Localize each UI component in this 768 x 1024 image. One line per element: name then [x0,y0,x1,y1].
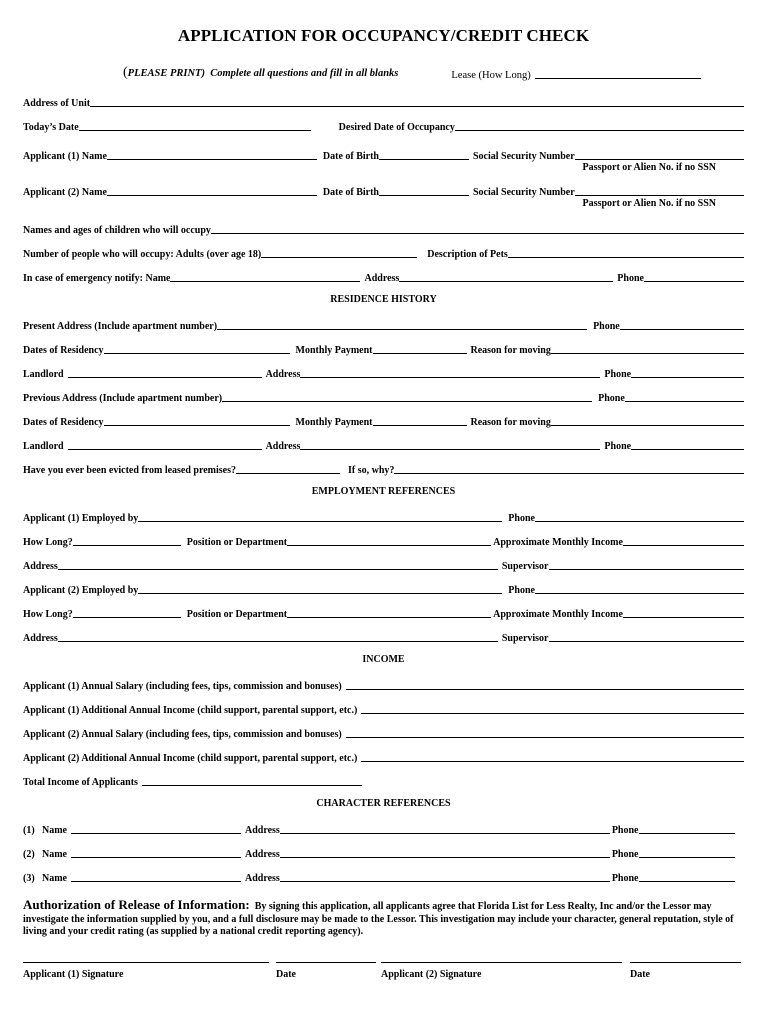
emergency-address-input[interactable] [399,270,613,282]
ref2-phone-label: Phone [611,849,639,860]
how-long2-input[interactable] [73,606,181,618]
present-address-label: Present Address (Include apartment number) [23,321,218,332]
monthly-payment-label: Monthly Payment [295,345,373,356]
ref2-number: (2) [23,849,35,860]
ref1-phone-input[interactable] [639,822,735,834]
applicant2-name-input[interactable] [107,184,317,196]
applicant2-dob-input[interactable] [379,184,469,196]
position2-label: Position or Department [186,609,288,620]
children-input[interactable] [211,222,744,234]
applicant2-signature-label: Applicant (2) Signature [381,969,482,980]
ref3-name-label: Name [42,873,67,884]
reason-moving-input-2[interactable] [551,414,744,426]
applicant1-dob-input[interactable] [379,148,469,160]
a1-salary-label: Applicant (1) Annual Salary (including fees, tips, commission and bonuses) [23,681,342,692]
lease-label: Lease (How Long) [451,70,531,81]
a2-salary-label: Applicant (2) Annual Salary (including fees, tips, commission and bonuses) [23,729,342,740]
present-phone-label: Phone [593,321,620,332]
a2-additional-row [23,748,744,764]
ref1-phone-label: Phone [611,825,639,836]
supervisor2-input[interactable] [549,630,745,642]
evicted-row [23,460,744,476]
applicant2-signature[interactable] [381,962,622,980]
landlord-phone-input[interactable] [631,366,744,378]
occupants-row [23,244,744,260]
reason-moving-input[interactable] [551,342,744,354]
lease-field [451,67,701,81]
applicant1-signature-line [23,962,269,969]
landlord-phone-label-2: Phone [604,441,632,452]
residence-heading: RESIDENCE HISTORY [330,294,437,305]
monthly-payment-label-2: Monthly Payment [295,417,373,428]
how-long1-label: How Long? [23,537,73,548]
landlord-input-2[interactable] [68,438,262,450]
complete-note: Complete all questions and fill in all blanks [210,68,399,79]
job1-row [23,532,744,548]
ref3-address-label: Address [245,873,280,884]
address-of-unit-label: Address of Unit [23,98,91,109]
applicant2-signature-line [381,962,622,969]
previous-phone-input[interactable] [625,390,744,402]
applicant1-name-label: Applicant (1) Name [23,151,107,162]
present-phone-input[interactable] [620,318,744,330]
position1-input[interactable] [287,534,491,546]
supervisor1-label: Supervisor [501,561,549,572]
landlord-address-input[interactable] [300,366,600,378]
landlord-address-label-2: Address [265,441,301,452]
if-so-label: If so, why? [348,465,395,476]
supervisor2-label: Supervisor [501,633,549,644]
how-long1-input[interactable] [73,534,181,546]
pets-input[interactable] [508,246,744,258]
employer2-address-label: Address [23,633,58,644]
a1-additional-input[interactable] [361,702,744,714]
position1-label: Position or Department [186,537,288,548]
evicted-label: Have you ever been evicted from leased premises? [23,465,237,476]
lease-input[interactable] [535,67,702,79]
landlord-input[interactable] [68,366,262,378]
previous-phone-label: Phone [598,393,625,404]
dates-residency-row-2 [23,412,744,428]
landlord-address-label: Address [265,369,301,380]
dates-residency-input-2[interactable] [104,414,290,426]
a2-salary-input[interactable] [346,726,744,738]
monthly-income1-label: Approximate Monthly Income [493,537,623,548]
applicant2-dob-label: Date of Birth [322,187,379,198]
applicant2-name-label: Applicant (2) Name [23,187,107,198]
character-heading: CHARACTER REFERENCES [316,798,451,809]
landlord-label: Landlord [23,369,64,380]
pets-label: Description of Pets [427,249,508,260]
open-paren: ( [123,65,128,80]
a1-salary-input[interactable] [346,678,744,690]
a2-additional-label: Applicant (2) Additional Annual Income (child support, parental support, etc.) [23,753,358,764]
previous-address-label: Previous Address (Include apartment number) [23,393,223,404]
character-ref-2 [23,844,744,860]
ref3-number: (3) [23,873,35,884]
ref2-address-label: Address [245,849,280,860]
supervisor1-input[interactable] [549,558,745,570]
monthly-payment-input[interactable] [373,342,467,354]
authorization-body: By signing this application, all applicants agree that Florida List for Less Realty, Inc and/or the Lessor may investigate the information supplied by you, and a full disclosure may be made to the Lessor. This investigation may include your character, general reputation, style of living and your credit rating (as supplied by a national credit reporting agency). [23,901,734,937]
dates-residency-label: Dates of Residency [23,345,104,356]
job2-row [23,604,744,620]
applicant1-ssn-input[interactable] [575,148,744,160]
if-so-input[interactable] [394,462,744,474]
applicant1-name-input[interactable] [107,148,317,160]
employer2-phone-input[interactable] [535,582,744,594]
present-address-input[interactable] [217,318,587,330]
applicant2-date-line [630,962,741,969]
character-ref-1 [23,820,744,836]
applicant2-date-label: Date [630,969,650,980]
employer1-address-label: Address [23,561,58,572]
employer2-label: Applicant (2) Employed by [23,585,139,596]
ref1-address-label: Address [245,825,280,836]
employer1-input[interactable] [138,510,502,522]
total-income-label: Total Income of Applicants [23,777,138,788]
character-ref-3 [23,868,744,884]
children-row [23,220,744,236]
how-long2-label: How Long? [23,609,73,620]
employer1-label: Applicant (1) Employed by [23,513,139,524]
employer2-phone-label: Phone [508,585,535,596]
todays-date-input[interactable] [79,119,311,131]
ref3-phone-label: Phone [611,873,639,884]
desired-date-input[interactable] [455,119,744,131]
landlord-row-2 [23,436,744,452]
address-of-unit-row [23,93,744,109]
emergency-phone-label: Phone [617,273,644,284]
monthly-income2-input[interactable] [623,606,744,618]
employer1-phone-label: Phone [508,513,535,524]
applicant2-passport-note: Passport or Alien No. if no SSN [582,198,716,209]
a1-salary-row [23,676,744,692]
position2-input[interactable] [287,606,491,618]
landlord-address-input-2[interactable] [300,438,600,450]
ref1-number: (1) [23,825,35,836]
ref1-name-label: Name [42,825,67,836]
evicted-input[interactable] [236,462,340,474]
applicant2-date[interactable] [630,962,741,980]
ref3-phone-input[interactable] [639,870,735,882]
total-income-input[interactable] [142,774,362,786]
ref2-address-input[interactable] [280,846,610,858]
employer2-address-row [23,628,744,644]
emergency-phone-input[interactable] [644,270,744,282]
a2-additional-input[interactable] [361,750,744,762]
landlord-phone-label: Phone [604,369,632,380]
ref3-address-input[interactable] [280,870,610,882]
a2-salary-row [23,724,744,740]
employer1-address-input[interactable] [58,558,498,570]
dates-residency-row-1 [23,340,744,356]
reason-moving-label-2: Reason for moving [470,417,551,428]
monthly-payment-input-2[interactable] [373,414,467,426]
applicant1-signature-label: Applicant (1) Signature [23,969,124,980]
todays-date-label: Today’s Date [23,122,79,133]
dates-residency-label-2: Dates of Residency [23,417,104,428]
desired-date-label: Desired Date of Occupancy [338,122,455,133]
present-address-row [23,316,744,332]
dates-residency-input[interactable] [104,342,290,354]
employer2-input[interactable] [138,582,502,594]
applicant1-row [23,146,744,162]
num-people-input[interactable] [261,246,417,258]
authorization-paragraph [23,899,745,939]
ref1-name-input[interactable] [71,822,241,834]
ref2-name-label: Name [42,849,67,860]
applicant1-dob-label: Date of Birth [322,151,379,162]
reason-moving-label: Reason for moving [470,345,551,356]
emergency-name-input[interactable] [170,270,360,282]
a1-additional-label: Applicant (1) Additional Annual Income (child support, parental support, etc.) [23,705,358,716]
previous-address-row [23,388,744,404]
applicant1-signature[interactable] [23,962,269,980]
employer1-phone-input[interactable] [535,510,744,522]
employer2-row [23,580,744,596]
ref2-name-input[interactable] [71,846,241,858]
monthly-income2-label: Approximate Monthly Income [493,609,623,620]
employer1-address-row [23,556,744,572]
employer1-row [23,508,744,524]
applicant2-row [23,182,744,198]
emergency-row [23,268,744,284]
ref2-phone-input[interactable] [639,846,735,858]
children-label: Names and ages of children who will occupy [23,225,211,236]
address-of-unit-input[interactable] [90,95,744,107]
landlord-row-1 [23,364,744,380]
applicant2-ssn-input[interactable] [575,184,744,196]
applicant1-date[interactable] [276,962,376,980]
previous-address-input[interactable] [222,390,592,402]
authorization-heading: Authorization of Release of Information: [23,897,250,912]
applicant1-date-label: Date [276,969,296,980]
ref3-name-input[interactable] [71,870,241,882]
please-print-label: PLEASE PRINT) [127,68,205,79]
a1-additional-row [23,700,744,716]
monthly-income1-input[interactable] [623,534,744,546]
print-instructions [123,65,398,81]
total-income-row [23,772,744,788]
applicant2-ssn-label: Social Security Number [473,187,575,198]
applicant1-date-line [276,962,376,969]
date-row [23,117,744,133]
emergency-name-label: In case of emergency notify: Name [23,273,171,284]
employment-heading: EMPLOYMENT REFERENCES [311,486,456,497]
signature-row [23,962,747,992]
landlord-label-2: Landlord [23,441,64,452]
applicant1-passport-note: Passport or Alien No. if no SSN [582,162,716,173]
applicant1-ssn-label: Social Security Number [473,151,575,162]
instructions-row [23,65,744,81]
emergency-address-label: Address [364,273,400,284]
form-title: APPLICATION FOR OCCUPANCY/CREDIT CHECK [177,26,590,45]
landlord-phone-input-2[interactable] [631,438,744,450]
num-people-label: Number of people who will occupy: Adults (over age 18) [23,249,262,260]
income-heading: INCOME [362,654,405,665]
ref1-address-input[interactable] [280,822,610,834]
employer2-address-input[interactable] [58,630,498,642]
